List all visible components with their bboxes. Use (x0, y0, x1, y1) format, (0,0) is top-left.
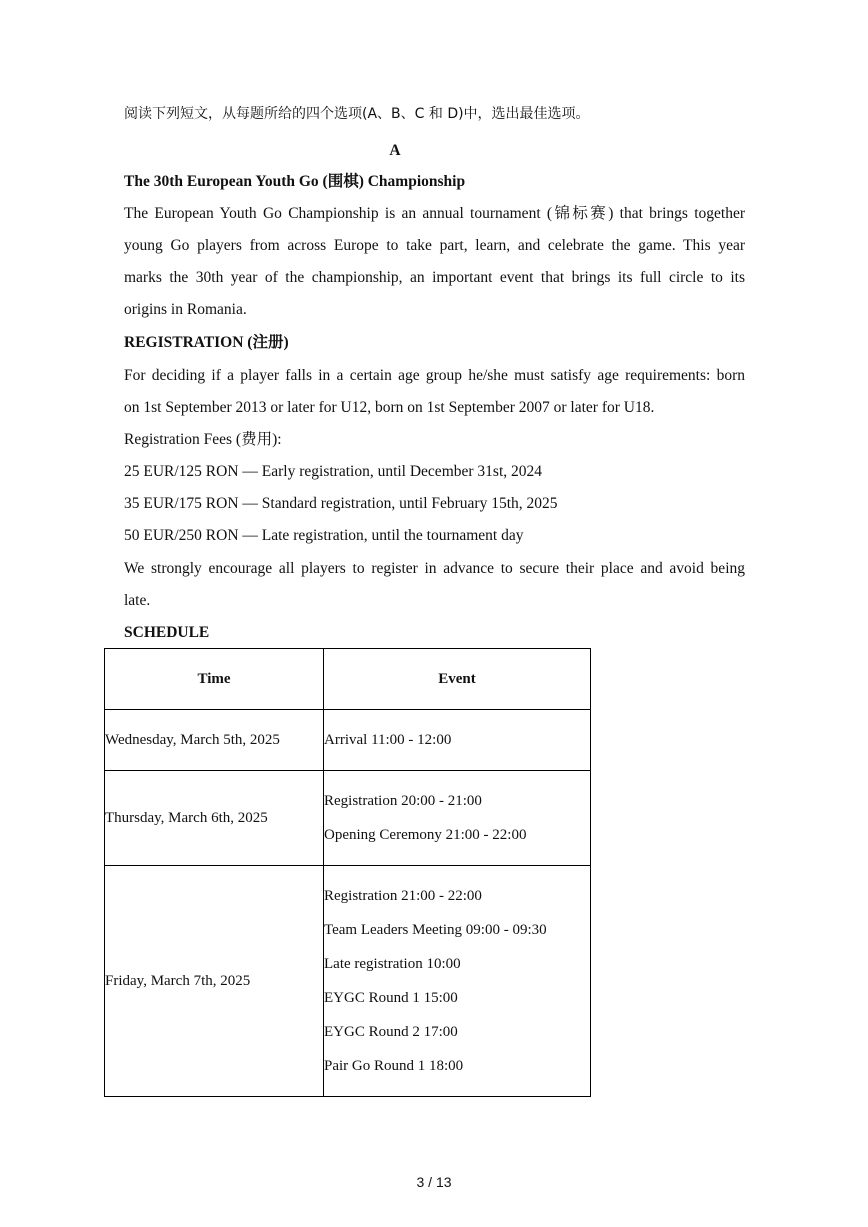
fee-line: 25 EUR/125 RON — Early registration, until December 31st, 2024 (124, 463, 543, 480)
article-title: The 30th European Youth Go (围棋) Championship (124, 173, 466, 190)
event-item: EYGC Round 2 17:00 (324, 1024, 458, 1040)
event-item: EYGC Round 1 15:00 (324, 990, 458, 1006)
time-cell: Wednesday, March 5th, 2025 (105, 710, 324, 771)
advice-line: late. (124, 592, 151, 609)
event-cell (324, 866, 591, 1097)
event-item: Registration 20:00 - 21:00 (324, 793, 482, 809)
time-cell: Thursday, March 6th, 2025 (105, 771, 324, 866)
schedule-heading: SCHEDULE (124, 624, 210, 641)
event-cell (324, 771, 591, 866)
event-item: Opening Ceremony 21:00 - 22:00 (324, 827, 527, 843)
registration-heading: REGISTRATION (注册) (124, 334, 289, 351)
section-letter: A (389, 142, 401, 159)
event-item: Late registration 10:00 (324, 956, 461, 972)
fees-label: Registration Fees (费用): (124, 431, 282, 448)
schedule-table (104, 648, 591, 1097)
event-column-header: Event (324, 649, 591, 710)
intro-line: young Go players from across Europe to take part, learn, and celebrate the game. This year (124, 237, 745, 254)
fee-line: 50 EUR/250 RON — Late registration, until the tournament day (124, 527, 524, 544)
time-cell: Friday, March 7th, 2025 (105, 866, 324, 1097)
table-row (105, 771, 591, 866)
schedule-header-row (105, 649, 591, 710)
instruction-text: 阅读下列短文，从每题所给的四个选项(A、B、C 和 D)中，选出最佳选项。 (124, 106, 590, 122)
time-column-header: Time (105, 649, 324, 710)
page-number: 3 / 13 (416, 1174, 452, 1190)
event-cell (324, 710, 591, 771)
advice-line: We strongly encourage all players to register in advance to secure their place and avoid being (124, 560, 745, 577)
event-item: Pair Go Round 1 18:00 (324, 1058, 464, 1074)
age-requirement-line: For deciding if a player falls in a certain age group he/she must satisfy age requirements: born (124, 367, 745, 384)
event-item: Arrival 11:00 - 12:00 (324, 732, 452, 748)
age-requirement-line: on 1st September 2013 or later for U12, born on 1st September 2007 or later for U18. (124, 399, 655, 416)
table-row (105, 866, 591, 1097)
intro-line: The European Youth Go Championship is an annual tournament (锦标赛) that brings together (124, 205, 745, 222)
event-item: Team Leaders Meeting 09:00 - 09:30 (324, 922, 547, 938)
event-item: Registration 21:00 - 22:00 (324, 888, 482, 904)
table-row (105, 710, 591, 771)
intro-line: origins in Romania. (124, 301, 247, 318)
fee-line: 35 EUR/175 RON — Standard registration, until February 15th, 2025 (124, 495, 558, 512)
intro-line: marks the 30th year of the championship, an important event that brings its full circle to its (124, 269, 745, 286)
